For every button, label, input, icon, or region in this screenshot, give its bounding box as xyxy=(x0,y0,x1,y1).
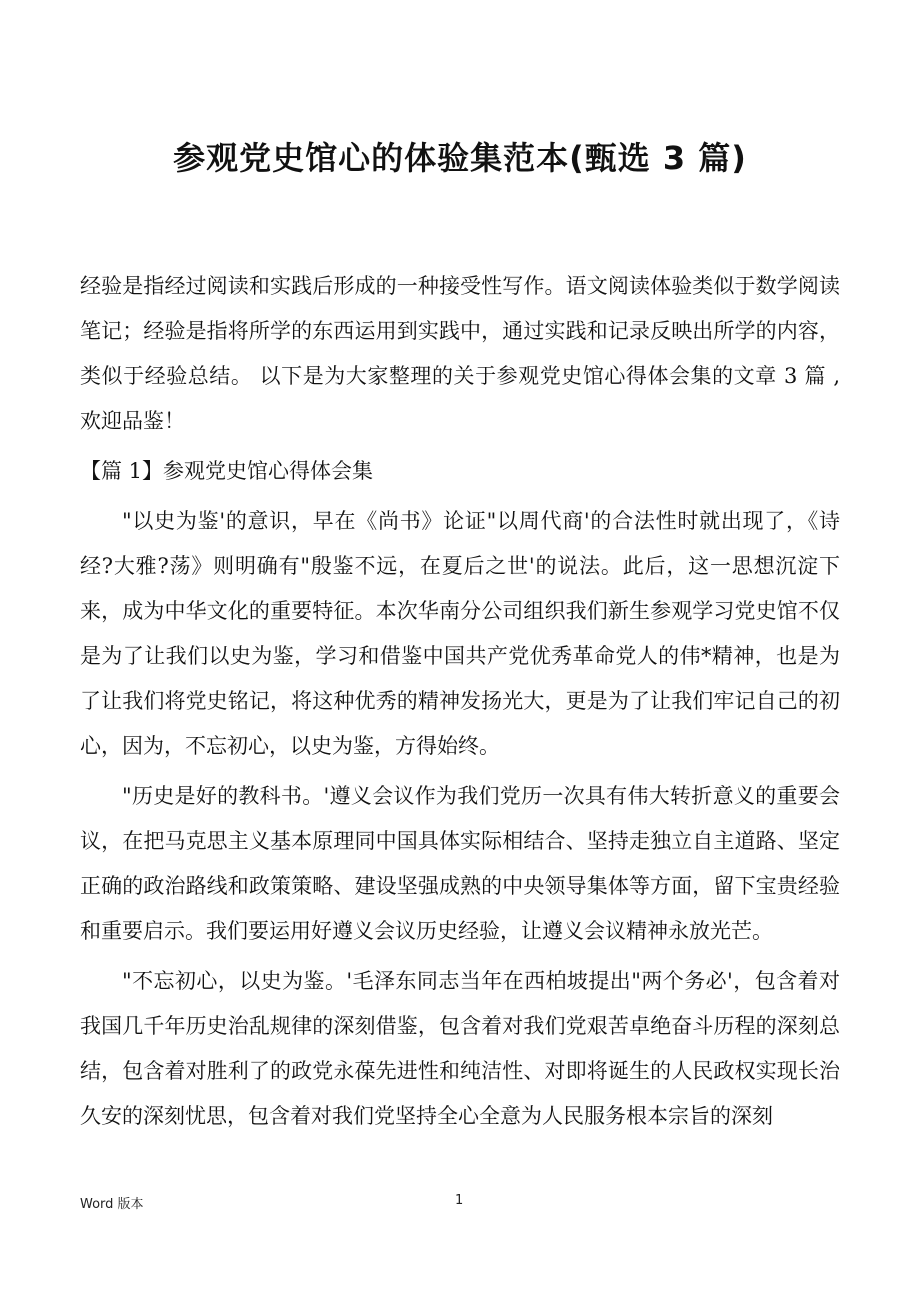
document-body xyxy=(80,264,840,1144)
section-heading: 【篇 1】参观党史馆心得体会集 xyxy=(80,459,374,483)
body-paragraph-2: "历史是好的教科书。'遵义会议作为我们党历一次具有伟大转折意义的重要会议，在把马克思主义基本原理同中国具体实际相结合、坚持走独立自主道路、坚定正确的政治路线和政策策略、建设坚强成熟的中央领导集体等方面，留下宝贵经验和重要启示。我们要运用好遵义会议历史经验，让遵义会议精神永放光芒。 xyxy=(80,784,840,943)
intro-paragraph: 经验是指经过阅读和实践后形成的一种接受性写作。语文阅读体验类似于数学阅读笔记；经验是指将所学的东西运用到实践中，通过实践和记录反映出所学的内容，类似于经验总结。 以下是为大家整理的关于参观党史馆心得体会集的文章 3 篇 ,欢迎品鉴！ xyxy=(80,274,840,433)
page-title: 参观党史馆心的体验集范本(甄选 3 篇) xyxy=(173,139,747,177)
footer-page-number: 1 xyxy=(455,1193,464,1208)
footer-version-label: Word 版本 xyxy=(80,1197,144,1212)
body-paragraph-1: "以史为鉴'的意识，早在《尚书》论证"以周代商'的合法性时就出现了，《诗经?大雅?荡》则明确有"殷鉴不远，在夏后之世'的说法。此后，这一思想沉淀下来，成为中华文化的重要特征。本次华南分公司组织我们新生参观学习党史馆不仅是为了让我们以史为鉴，学习和借鉴中国共产党优秀革命党人的伟*精神，也是为了让我们将党史铭记，将这种优秀的精神发扬光大，更是为了让我们牢记自己的初心，因为，不忘初心，以史为鉴，方得始终。 xyxy=(80,509,840,758)
body-paragraph-3: "不忘初心，以史为鉴。'毛泽东同志当年在西柏坡提出"两个务必'，包含着对我国几千年历史治乱规律的深刻借鉴，包含着对我们党艰苦卓绝奋斗历程的深刻总结，包含着对胜利了的政党永葆先进性和纯洁性、对即将诞生的人民政权实现长治久安的深刻忧思，包含着对我们党坚持全心全意为人民服务根本宗旨的深刻 xyxy=(80,969,840,1128)
